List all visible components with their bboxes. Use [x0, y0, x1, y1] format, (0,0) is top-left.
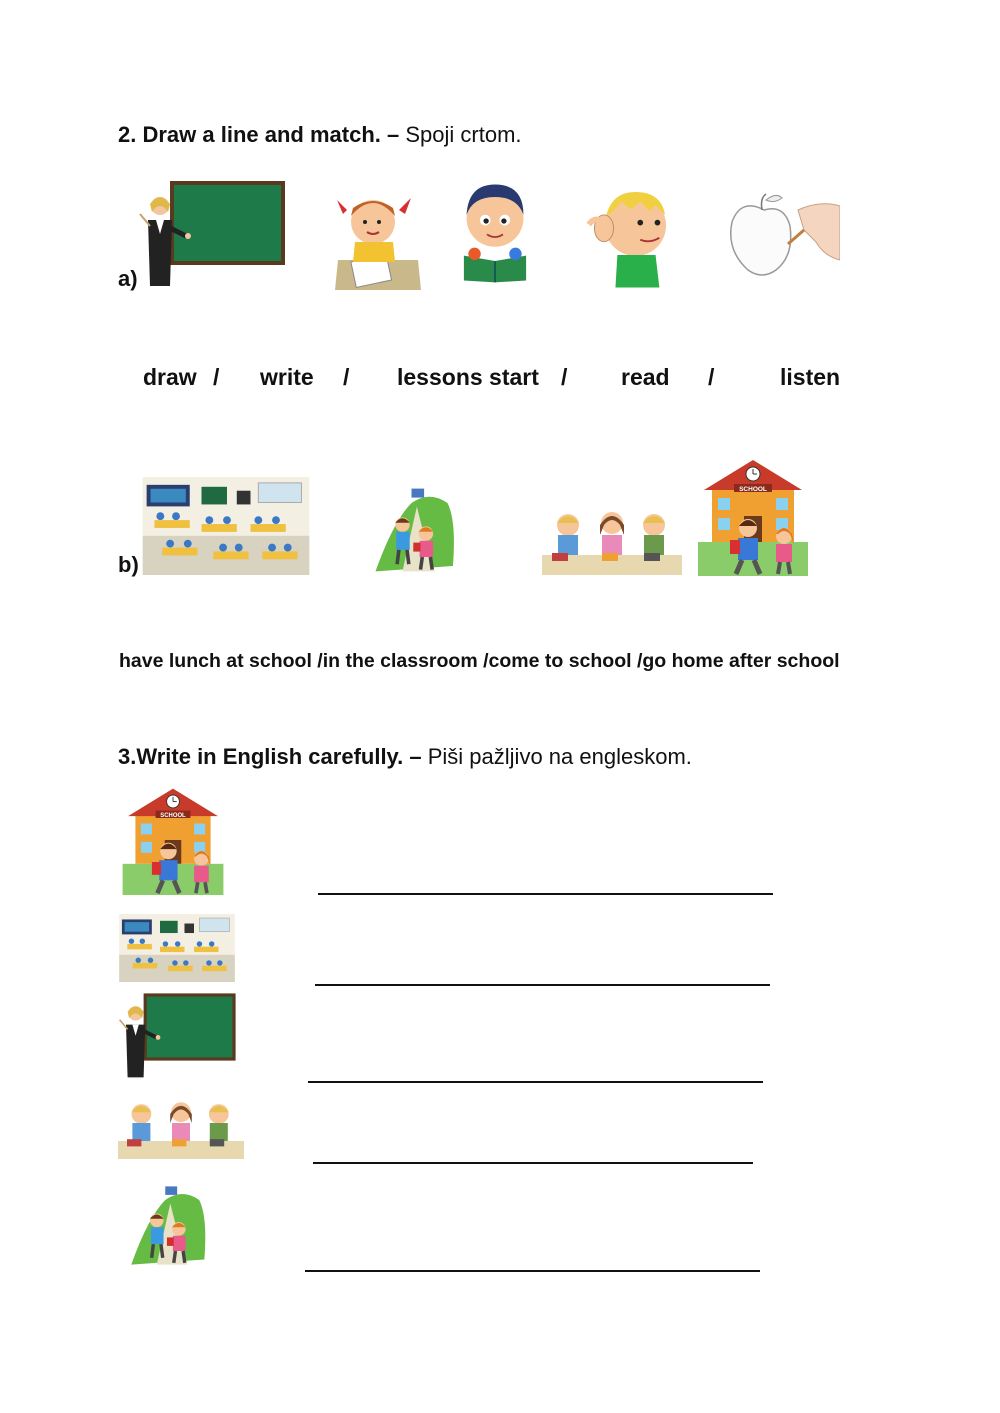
- part-b-label: b): [118, 552, 139, 577]
- answer-line-3[interactable]: [308, 1081, 763, 1083]
- exercise-3-number: 3.: [118, 744, 137, 769]
- lunch-picture: [118, 1095, 244, 1160]
- hand-drawing-apple-picture: [720, 190, 840, 280]
- exercise-3-heading: [118, 744, 692, 770]
- answer-line-2[interactable]: [315, 984, 770, 986]
- exercise-3-title-translation: Piši pažljivo na engleskom.: [427, 744, 692, 769]
- classroom-picture: [118, 914, 236, 982]
- teacher-blackboard-picture: [138, 178, 288, 288]
- exercise-3-title-bold: Write in English carefully. –: [136, 744, 422, 769]
- school-arrival-picture: [698, 456, 808, 576]
- exercise-2-title-bold: Draw a line and match. –: [142, 122, 400, 147]
- part-a-label: a): [118, 266, 138, 291]
- exercise-2-number: 2.: [118, 122, 137, 147]
- walking-home-picture: [362, 485, 470, 575]
- word-write: write: [260, 364, 314, 390]
- answer-line-5[interactable]: [305, 1270, 760, 1272]
- word-separator: /: [561, 364, 568, 390]
- boy-listening-picture: [583, 180, 688, 290]
- word-draw: draw: [143, 364, 197, 390]
- lunch-picture: [542, 505, 682, 575]
- school-arrival-picture: [118, 785, 228, 895]
- word-listen: listen: [780, 364, 841, 390]
- word-read: read: [621, 364, 670, 390]
- boy-reading-picture: [455, 168, 535, 290]
- answer-line-4[interactable]: [313, 1162, 753, 1164]
- exercise-2-title-translation: Spoji crtom.: [405, 122, 522, 147]
- walking-home-picture: [122, 1183, 217, 1268]
- exercise-2-heading: [118, 122, 522, 148]
- girl-writing-picture: [333, 180, 423, 290]
- word-separator: /: [213, 364, 220, 390]
- word-separator: /: [343, 364, 350, 390]
- word-separator: /: [708, 364, 715, 390]
- word-lessons-start: lessons start: [397, 364, 539, 390]
- part-b-phrase-bank: have lunch at school /in the classroom /come to school /go home after school: [119, 650, 840, 672]
- teacher-blackboard-picture: [118, 990, 238, 1080]
- answer-line-1[interactable]: [318, 893, 773, 895]
- classroom-picture: [141, 477, 311, 575]
